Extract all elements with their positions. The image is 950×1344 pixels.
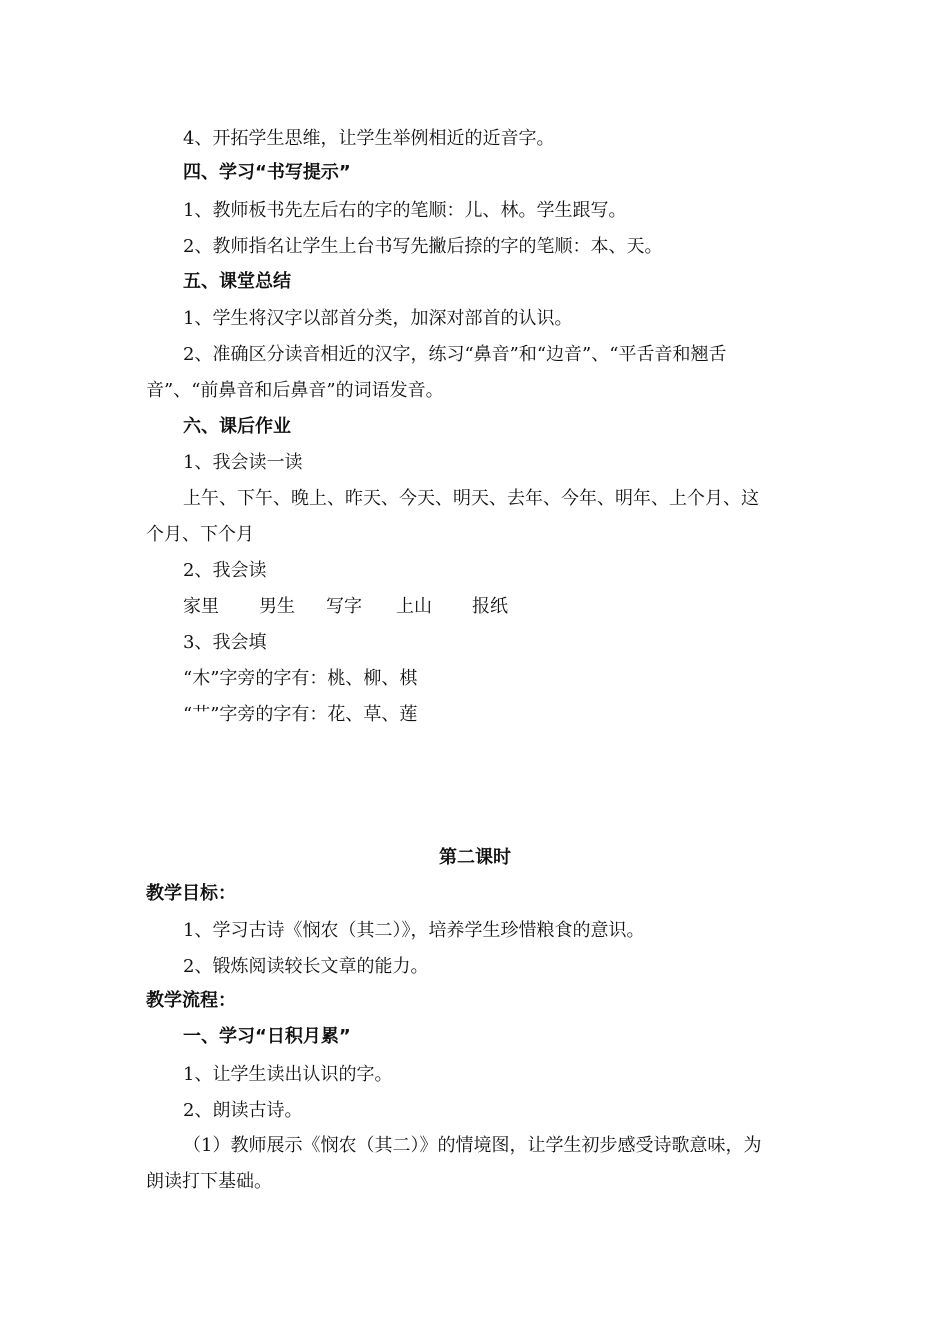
homework-1-line-2: 个月、下个月: [146, 524, 254, 545]
section-4-item-2: 2、教师指名让学生上台书写先撇后捺的字的笔顺：本、天。: [183, 236, 663, 257]
homework-2-title: 2、我会读: [183, 560, 267, 581]
lesson-title: 第二课时: [439, 847, 511, 868]
homework-2-word-list: [183, 595, 508, 619]
item-4: 4、开拓学生思维，让学生举例相近的近音字。: [183, 128, 555, 149]
word-item: 家里: [183, 596, 219, 617]
word-item: 男生: [259, 596, 295, 617]
step-1-item-1: 1、让学生读出认识的字。: [183, 1064, 393, 1085]
homework-3-line-1: “木”字旁的字有：桃、柳、棋: [183, 668, 418, 689]
homework-1-title: 1、我会读一读: [183, 452, 303, 473]
section-4-item-1: 1、教师板书先左后右的字的笔顺：儿、林。学生跟写。: [183, 200, 627, 221]
section-5-title: 五、课堂总结: [183, 271, 291, 292]
step-1-sub-1-line-1: （1）教师展示《悯农（其二）》的情境图，让学生初步感受诗歌意味，为: [183, 1135, 762, 1156]
homework-3-line-2: “艹”字旁的字有：花、草、莲: [183, 704, 418, 725]
goal-1: 1、学习古诗《悯农（其二）》，培养学生珍惜粮食的意识。: [183, 920, 645, 941]
section-5-item-2-line-2: 音”、“前鼻音和后鼻音”的词语发音。: [146, 380, 444, 401]
goal-2: 2、锻炼阅读较长文章的能力。: [183, 956, 429, 977]
homework-3-title: 3、我会填: [183, 632, 267, 653]
section-5-item-1: 1、学生将汉字以部首分类，加深对部首的认识。: [183, 308, 573, 329]
word-item: 报纸: [472, 596, 508, 617]
word-item: 写字: [326, 596, 362, 617]
process-label: 教学流程：: [146, 990, 236, 1011]
step-1-title: 一、学习“日积月累”: [183, 1026, 351, 1047]
homework-1-line-1: 上午、下午、晚上、昨天、今天、明天、去年、今年、明年、上个月、这: [183, 488, 759, 509]
section-6-title: 六、课后作业: [183, 416, 291, 437]
section-5-item-2-line-1: 2、准确区分读音相近的汉字，练习“鼻音”和“边音”、“平舌音和翘舌: [183, 344, 727, 365]
step-1-sub-1-line-2: 朗读打下基础。: [146, 1171, 272, 1192]
word-item: 上山: [396, 596, 432, 617]
step-1-item-2: 2、朗读古诗。: [183, 1100, 303, 1121]
goals-label: 教学目标：: [146, 883, 236, 904]
section-4-title: 四、学习“书写提示”: [183, 162, 351, 183]
